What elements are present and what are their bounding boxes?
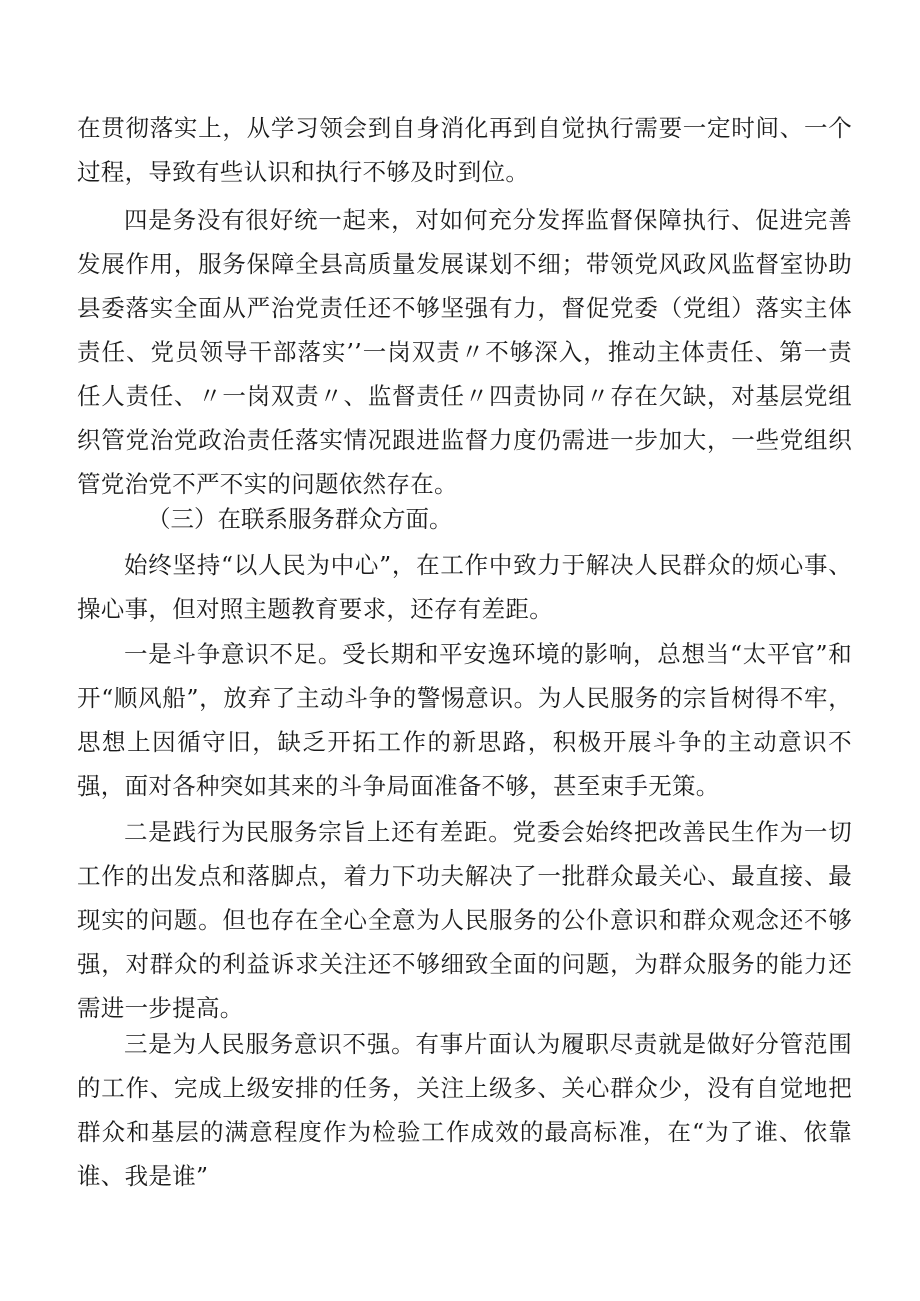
paragraph-point-three: 三是为人民服务意识不强。有事片面认为履职尽责就是做好分管范围的工作、完成上级安排的任务，关注上级多、关心群众少，没有自觉地把群众和基层的满意程度作为检验工作成效的最高标准，在“为了谁、依靠谁、我是谁” [77,1030,852,1190]
paragraph-continuation: 在贯彻落实上，从学习领会到自身消化再到自觉执行需要一定时间、一个过程，导致有些认识和执行不够及时到位。 [77,114,852,186]
paragraph-intro: 始终坚持“以人民为中心”，在工作中致力于解决人民群众的烦心事、操心事，但对照主题教育要求，还存有差距。 [77,551,852,623]
paragraph-point-one: 一是斗争意识不足。受长期和平安逸环境的影响，总想当“太平官”和开“顺风船”，放弃了主动斗争的警惕意识。为人民服务的宗旨树得不牢，思想上因循守旧，缺乏开拓工作的新思路，积极开展斗争的主动意识不强，面对各种突如其来的斗争局面准备不够，甚至束手无策。 [77,640,852,800]
paragraph-point-four: 四是务没有很好统一起来，对如何充分发挥监督保障执行、促进完善发展作用，服务保障全县高质量发展谋划不细；带领党风政风监督室协助县委落实全面从严治党责任还不够坚强有力，督促党委（党组）落实主体责任、党员领导干部落实’’一岗双责〃不够深入，推动主体责任、第一责任人责任、〃一岗双责〃、监督责任〃四责协同〃存在欠缺，对基层党组织管党治党政治责任落实情况跟进监督力度仍需进一步加大，一些党组织管党治党不严不实的问题依然存在。 [77,206,852,498]
section-heading-3: （三）在联系服务群众方面。 [147,505,453,533]
paragraph-point-two: 二是践行为民服务宗旨上还有差距。党委会始终把改善民生作为一切工作的出发点和落脚点，着力下功夫解决了一批群众最关心、最直接、最现实的问题。但也存在全心全意为人民服务的公仆意识和群众观念还不够强，对群众的利益诉求关注还不够细致全面的问题，为群众服务的能力还需进一步提高。 [77,818,852,1022]
